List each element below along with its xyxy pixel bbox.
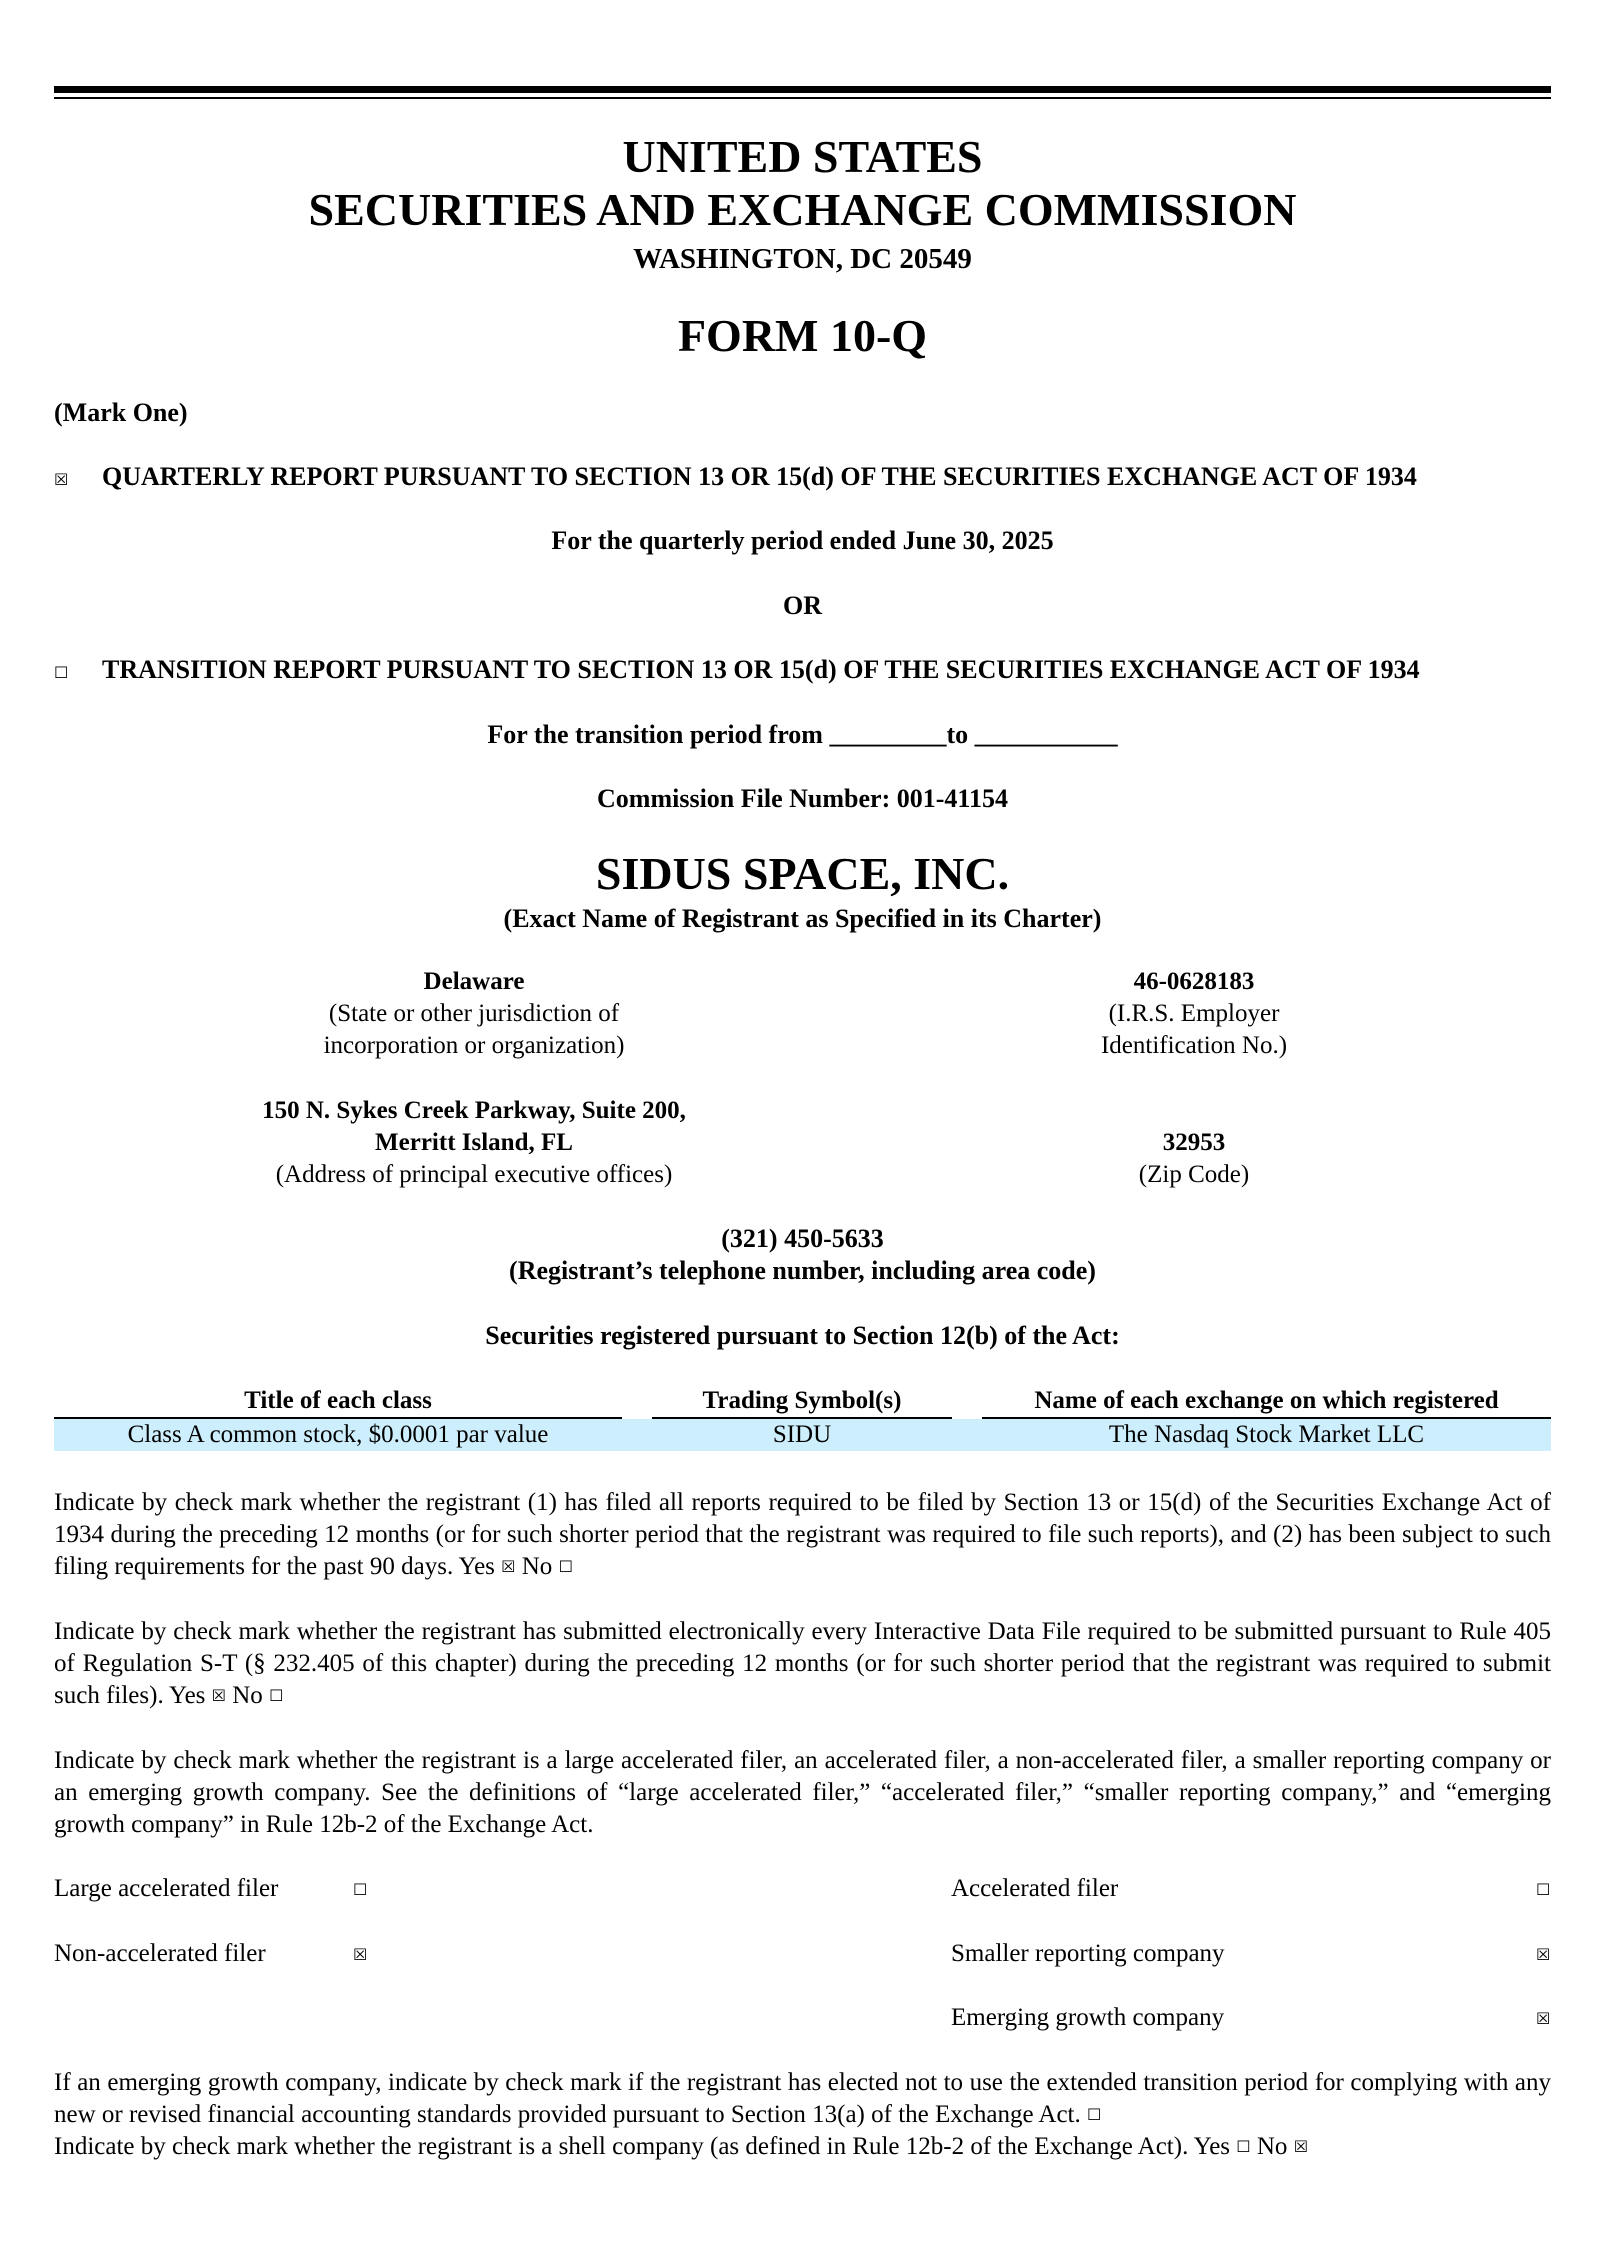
or-divider: OR — [783, 591, 822, 620]
cell-class-title: Class A common stock, $0.0001 par value — [127, 1421, 549, 1448]
ein-caption-2: Identification No.) — [1100, 1032, 1288, 1059]
ein-value: 46-0628183 — [1133, 968, 1255, 995]
zip-block — [954, 1127, 1434, 1191]
paragraph-interactive-data — [54, 1616, 1551, 1712]
filer-large-accelerated-label: Large accelerated filer — [54, 1875, 279, 1902]
zip-value: 32953 — [1162, 1129, 1226, 1156]
paragraph-interactive-data-text: Indicate by check mark whether the registrant has submitted electronically every Interactive Data File required to be submitted pursuant to Rule 405 of Regulation S-T (§ 232.405 of this chapter) during the preceding 12 months (or for such shorter period that the registrant was required to submit such files). Yes — [54, 1618, 1551, 1709]
phone-caption: (Registrant’s telephone number, including area code) — [509, 1256, 1096, 1285]
filer-non-accelerated-checkbox: ☒ — [353, 1945, 368, 1964]
paragraph-shell-company — [54, 2131, 1551, 2163]
column-header-title: Title of each class — [54, 1385, 622, 1419]
column-header-exchange: Name of each exchange on which registered — [982, 1385, 1551, 1419]
paragraph-emerging-growth-text: If an emerging growth company, indicate by check mark if the registrant has elected not to use the extended transition period for complying with any new or revised financial accounting standards provided pursuant to Section 13(a) of the Exchange Act. — [54, 2069, 1551, 2128]
form-10q-cover-page — [54, 0, 1551, 2264]
table-row — [54, 1419, 1551, 1451]
paragraph-filer-status: Indicate by check mark whether the registrant is a large accelerated filer, an accelerated filer, a non-accelerated filer, a smaller reporting company or an emerging growth company. See the definitions of “large accelerated filer,” “accelerated filer,” “smaller reporting company,” and “emerging growth company” in Rule 12b-2 of the Exchange Act. — [54, 1747, 1551, 1838]
mark-one-label: (Mark One) — [54, 398, 188, 427]
commission-file-number: Commission File Number: 001-41154 — [597, 784, 1008, 813]
filer-large-accelerated-checkbox: ☐ — [353, 1880, 368, 1899]
reports-filed-no-checkbox: ☐ — [558, 1557, 573, 1576]
top-rule-thin — [54, 97, 1551, 99]
zip-caption: (Zip Code) — [1138, 1161, 1250, 1188]
reports-filed-no-label: No — [521, 1553, 553, 1580]
shell-company-no-checkbox: ☒ — [1293, 2137, 1309, 2156]
state-value: Delaware — [423, 968, 525, 995]
state-caption-1: (State or other jurisdiction of — [328, 1000, 620, 1027]
company-name: SIDUS SPACE, INC. — [595, 848, 1010, 899]
column-header-symbol: Trading Symbol(s) — [652, 1385, 952, 1419]
ein-caption-1: (I.R.S. Employer — [1108, 1000, 1280, 1027]
header-washington: WASHINGTON, DC 20549 — [633, 243, 972, 275]
transition-period: For the transition period from _________to ___________ — [487, 720, 1118, 749]
filer-accelerated-label: Accelerated filer — [951, 1875, 1119, 1902]
securities-table — [54, 1385, 1551, 1455]
header-united-states: UNITED STATES — [622, 131, 983, 182]
interactive-data-no-label: No — [232, 1682, 263, 1709]
header-sec: SECURITIES AND EXCHANGE COMMISSION — [308, 184, 1297, 235]
cell-exchange-name: The Nasdaq Stock Market LLC — [1108, 1421, 1425, 1448]
address-line-2: Merritt Island, FL — [375, 1129, 573, 1156]
paragraph-reports-filed-text: Indicate by check mark whether the registrant (1) has filed all reports required to be filed by Section 13 or 15(d) of the Securities Exchange Act of 1934 during the preceding 12 months (or for such shorter period that the registrant was required to file such reports), and (2) has been subject to such filing requirements for the past 90 days. Yes — [54, 1489, 1551, 1580]
filer-non-accelerated-label: Non-accelerated filer — [54, 1940, 266, 1967]
paragraph-shell-company-text: Indicate by check mark whether the registrant is a shell company (as defined in Rule 12b-2 of the Exchange Act). Yes — [54, 2133, 1231, 2160]
filer-accelerated-checkbox: ☐ — [1536, 1880, 1551, 1899]
filer-emerging-growth-checkbox: ☒ — [1536, 2009, 1551, 2028]
transition-report-label: TRANSITION REPORT PURSUANT TO SECTION 13 OR 15(d) OF THE SECURITIES EXCHANGE ACT OF 1934 — [102, 655, 1420, 684]
interactive-data-yes-checkbox: ☒ — [211, 1686, 226, 1705]
address-block — [174, 1095, 774, 1191]
state-caption-2: incorporation or organization) — [323, 1032, 625, 1059]
ein-block — [954, 966, 1434, 1062]
filer-smaller-reporting-label: Smaller reporting company — [951, 1940, 1225, 1967]
filer-smaller-reporting-checkbox: ☒ — [1536, 1945, 1551, 1964]
securities-heading: Securities registered pursuant to Section 12(b) of the Act: — [485, 1321, 1120, 1350]
top-rule-thick — [54, 86, 1551, 93]
transition-report-checkbox: ☐ — [54, 663, 69, 682]
shell-company-no-label: No — [1256, 2133, 1288, 2160]
paragraph-emerging-growth — [54, 2067, 1551, 2131]
reports-filed-yes-checkbox: ☒ — [501, 1557, 516, 1576]
phone-number: (321) 450-5633 — [721, 1224, 884, 1253]
shell-company-yes-checkbox: ☐ — [1236, 2137, 1251, 2156]
filer-emerging-growth-label: Emerging growth company — [951, 2004, 1225, 2031]
quarterly-report-checkbox: ☒ — [54, 470, 69, 489]
extended-transition-checkbox: ☐ — [1087, 2105, 1102, 2124]
paragraph-reports-filed — [54, 1487, 1551, 1583]
address-caption: (Address of principal executive offices) — [275, 1161, 673, 1188]
address-line-1: 150 N. Sykes Creek Parkway, Suite 200, — [262, 1097, 686, 1124]
form-title: FORM 10-Q — [677, 310, 928, 361]
state-block — [204, 966, 744, 1062]
securities-table-header — [54, 1385, 1551, 1419]
interactive-data-no-checkbox: ☐ — [269, 1686, 284, 1705]
cell-trading-symbol: SIDU — [772, 1421, 832, 1448]
company-name-caption: (Exact Name of Registrant as Specified in its Charter) — [503, 904, 1102, 933]
quarterly-report-label: QUARTERLY REPORT PURSUANT TO SECTION 13 OR 15(d) OF THE SECURITIES EXCHANGE ACT OF 1934 — [102, 462, 1417, 491]
quarterly-period: For the quarterly period ended June 30, 2025 — [551, 526, 1054, 555]
